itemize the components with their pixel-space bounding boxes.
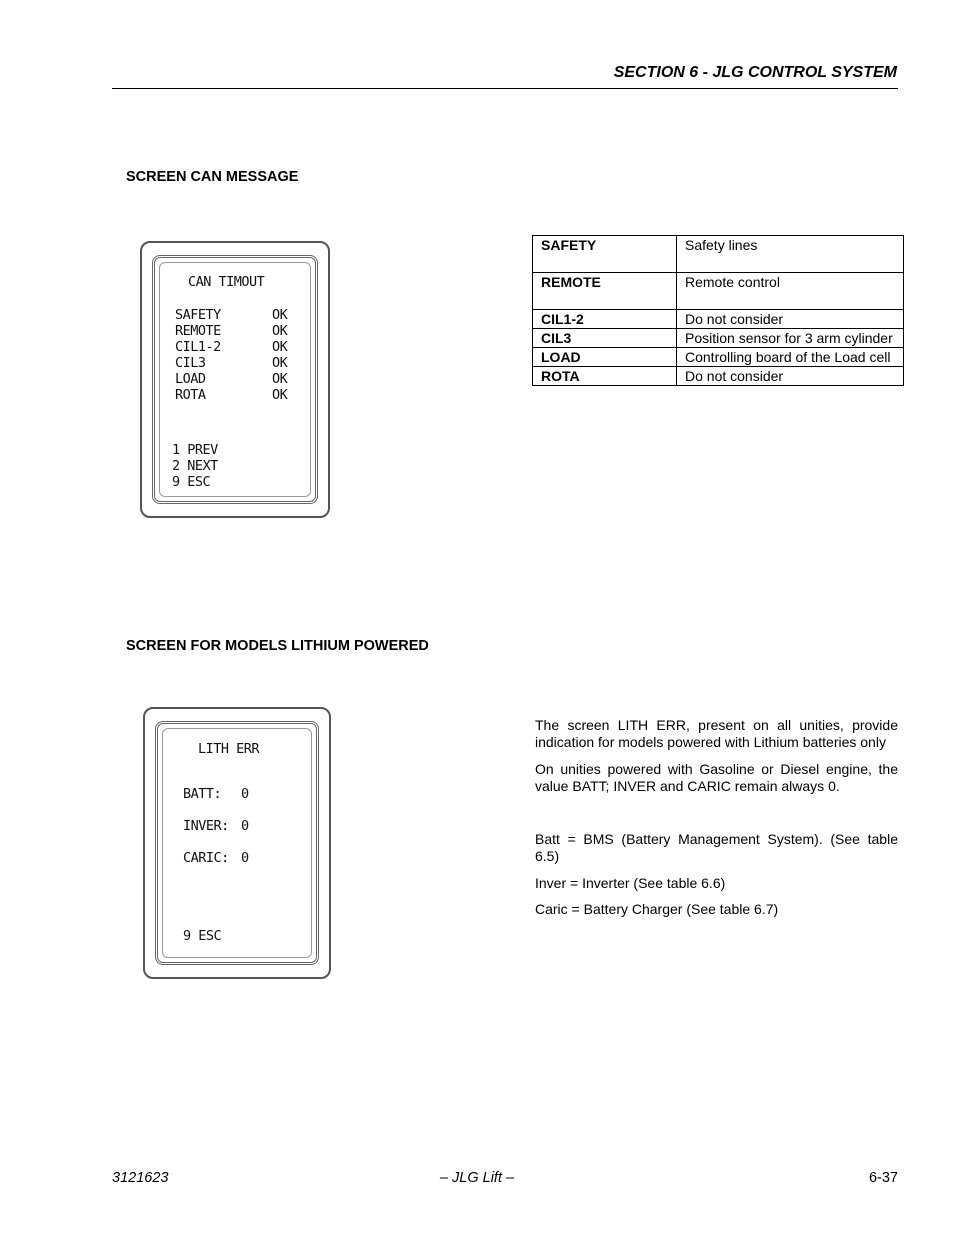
table-key: LOAD — [533, 348, 677, 367]
screen-menu-item: 1 PREV — [172, 442, 218, 458]
screen-glass — [162, 728, 312, 958]
screen-title: CAN TIMOUT — [188, 274, 265, 290]
table-desc: Position sensor for 3 arm cylinder — [677, 329, 904, 348]
can-section-heading: SCREEN CAN MESSAGE — [126, 169, 299, 185]
screen-menu-item: 9 ESC — [172, 474, 211, 490]
screen-row-label: INVER: — [183, 818, 229, 834]
screen-menu-item: 2 NEXT — [172, 458, 218, 474]
table-desc: Safety lines — [677, 236, 904, 273]
screen-row-value: OK — [272, 371, 288, 387]
screen-row-label: BATT: — [183, 786, 222, 802]
table-desc: Do not consider — [677, 310, 904, 329]
paragraph: Caric = Battery Charger (See table 6.7) — [535, 901, 779, 917]
paragraph: Batt = BMS (Battery Management System). (See table 6.5) — [535, 831, 898, 864]
lith-err-screen — [143, 707, 331, 979]
screen-title: LITH ERR — [198, 741, 260, 757]
screen-menu-item: 9 ESC — [183, 928, 222, 944]
table-key: CIL1-2 — [533, 310, 677, 329]
screen-row-label: CIL3 — [175, 355, 206, 371]
doc-number: 3121623 — [112, 1170, 169, 1186]
screen-row-value: OK — [272, 339, 288, 355]
can-message-table — [532, 235, 904, 386]
table-key: SAFETY — [533, 236, 677, 273]
paragraph: The screen LITH ERR, present on all unities, provide indication for models powered with Lithium batteries only — [535, 717, 898, 750]
paragraph: On unities powered with Gasoline or Diesel engine, the value BATT; INVER and CARIC remain always 0. — [535, 761, 898, 794]
table-row — [533, 367, 904, 386]
screen-row-value: OK — [272, 307, 288, 323]
header-rule — [112, 88, 898, 89]
screen-row-value: 0 — [241, 850, 249, 866]
screen-row-label: ROTA — [175, 387, 206, 403]
table-row — [533, 236, 904, 273]
table-key: ROTA — [533, 367, 677, 386]
screen-bezel — [155, 721, 319, 965]
table-key: REMOTE — [533, 273, 677, 310]
page-number: 6-37 — [868, 1170, 898, 1186]
screen-row-value: 0 — [241, 818, 249, 834]
screen-row-value: OK — [272, 323, 288, 339]
screen-row-label: CARIC: — [183, 850, 229, 866]
table-row — [533, 348, 904, 367]
screen-row-value: OK — [272, 355, 288, 371]
can-timeout-screen — [140, 241, 330, 518]
paragraph: Inver = Inverter (See table 6.6) — [535, 875, 726, 891]
table-desc: Do not consider — [677, 367, 904, 386]
table-row — [533, 329, 904, 348]
section-title: SECTION 6 - JLG CONTROL SYSTEM — [613, 64, 897, 81]
table-row — [533, 310, 904, 329]
screen-row-label: CIL1-2 — [175, 339, 221, 355]
screen-row-label: REMOTE — [175, 323, 221, 339]
lith-section-heading: SCREEN FOR MODELS LITHIUM POWERED — [126, 638, 429, 654]
screen-row-label: SAFETY — [175, 307, 221, 323]
screen-row-label: LOAD — [175, 371, 206, 387]
table-desc: Controlling board of the Load cell — [677, 348, 904, 367]
footer-center: – JLG Lift – — [439, 1170, 515, 1186]
table-key: CIL3 — [533, 329, 677, 348]
table-desc: Remote control — [677, 273, 904, 310]
screen-row-value: 0 — [241, 786, 249, 802]
table-row — [533, 273, 904, 310]
screen-row-value: OK — [272, 387, 288, 403]
